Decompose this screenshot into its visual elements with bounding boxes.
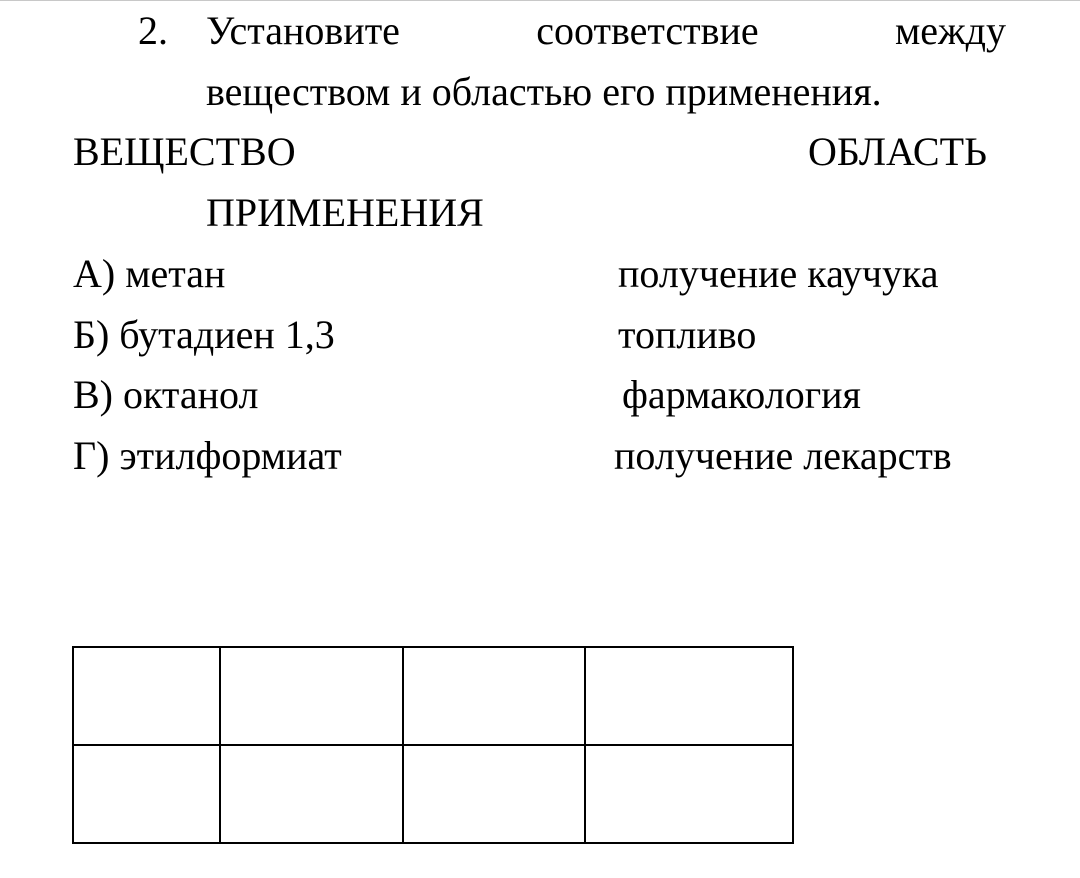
question-word: Установите — [206, 8, 400, 53]
answer-cell[interactable] — [585, 745, 793, 843]
answer-cell[interactable] — [403, 745, 585, 843]
question-line-2: веществом и областью его применения. — [206, 69, 882, 114]
top-rule — [0, 0, 1080, 1]
answer-cell[interactable] — [220, 647, 403, 745]
question-number: 2. — [138, 8, 168, 53]
substance-item: А) метан — [73, 251, 226, 296]
application-item: фармакология — [622, 372, 861, 417]
substance-item: В) октанол — [73, 372, 259, 417]
substance-item: Г) этилформиат — [73, 433, 342, 478]
answer-cell[interactable] — [220, 745, 403, 843]
answer-cell[interactable] — [73, 647, 220, 745]
header-application-continuation: ПРИМЕНЕНИЯ — [206, 190, 484, 235]
application-item: получение лекарств — [614, 433, 952, 478]
application-item: топливо — [618, 312, 757, 357]
answer-table-row — [73, 647, 793, 745]
answer-table — [72, 646, 794, 844]
answer-cell[interactable] — [73, 745, 220, 843]
answer-cell[interactable] — [585, 647, 793, 745]
question-word: между — [894, 8, 1006, 53]
header-application: ОБЛАСТЬ — [808, 129, 987, 174]
application-item: получение каучука — [618, 251, 939, 296]
substance-item: Б) бутадиен 1,3 — [73, 312, 335, 357]
question-line-1 — [206, 7, 1006, 55]
answer-cell[interactable] — [403, 647, 585, 745]
answer-table-row — [73, 745, 793, 843]
question-word: соответствие — [536, 8, 759, 53]
header-substance: ВЕЩЕСТВО — [73, 129, 296, 174]
